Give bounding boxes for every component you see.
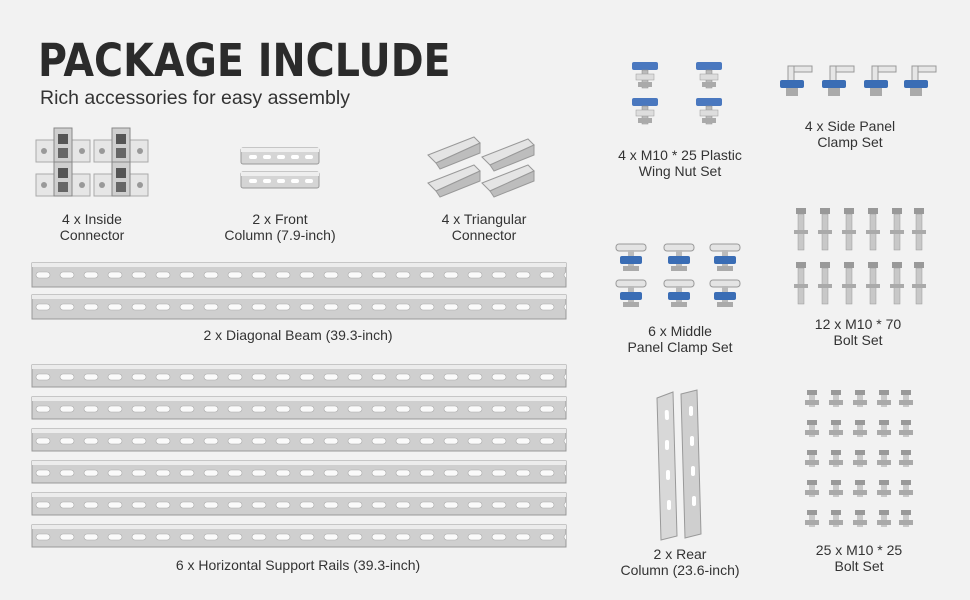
side-clamp-set-caption — [790, 118, 910, 150]
diagonal-beam-image — [32, 263, 566, 321]
middle-clamp-set-caption — [612, 323, 748, 355]
wing-nut-set-image — [630, 62, 740, 132]
page-title: PACKAGE INCLUDE — [38, 34, 451, 87]
side-clamp-set-image — [780, 66, 940, 106]
caption-line: 4 x Inside — [62, 211, 122, 227]
page-subtitle: Rich accessories for easy assembly — [40, 87, 350, 109]
caption-line: Wing Nut Set — [638, 163, 722, 179]
rear-column-caption — [612, 546, 748, 578]
diagonal-beam-caption — [160, 327, 436, 343]
caption-line: 4 x M10 * 25 Plastic — [618, 147, 742, 163]
bolt-set-70-image — [792, 208, 932, 308]
inside-connector-image — [36, 128, 156, 198]
caption-line: Connector — [451, 227, 517, 243]
caption-line: Column (7.9-inch) — [224, 227, 336, 243]
bolt-set-70-caption — [800, 316, 916, 348]
rear-column-image — [655, 390, 705, 540]
caption-line: Clamp Set — [817, 134, 883, 150]
caption-line: 4 x Side Panel — [804, 118, 896, 134]
caption-line: Bolt Set — [833, 332, 883, 348]
caption-line: Column (23.6-inch) — [620, 562, 740, 578]
caption-line: 25 x M10 * 25 — [815, 542, 903, 558]
triangular-connector-image — [428, 135, 548, 197]
caption-line: 12 x M10 * 70 — [814, 316, 902, 332]
caption-line: Bolt Set — [834, 558, 884, 574]
caption-line: 6 x Horizontal Support Rails (39.3-inch) — [175, 557, 421, 573]
caption-line: Connector — [59, 227, 125, 243]
bolt-set-25-image — [804, 390, 914, 540]
middle-clamp-set-image — [616, 244, 746, 310]
inside-connector-caption — [40, 211, 144, 243]
wing-nut-set-caption — [604, 147, 756, 179]
front-column-caption — [212, 211, 348, 243]
caption-line: 4 x Triangular — [441, 211, 527, 227]
bolt-set-25-caption — [800, 542, 918, 574]
triangular-connector-caption — [430, 211, 538, 243]
caption-line: 2 x Rear — [653, 546, 707, 562]
caption-line: 2 x Diagonal Beam (39.3-inch) — [203, 327, 393, 343]
front-column-image — [241, 148, 321, 194]
caption-line: Panel Clamp Set — [627, 339, 733, 355]
caption-line: 6 x Middle — [648, 323, 712, 339]
horizontal-rails-image — [32, 365, 566, 550]
caption-line: 2 x Front — [252, 211, 308, 227]
horizontal-rails-caption — [140, 557, 456, 573]
